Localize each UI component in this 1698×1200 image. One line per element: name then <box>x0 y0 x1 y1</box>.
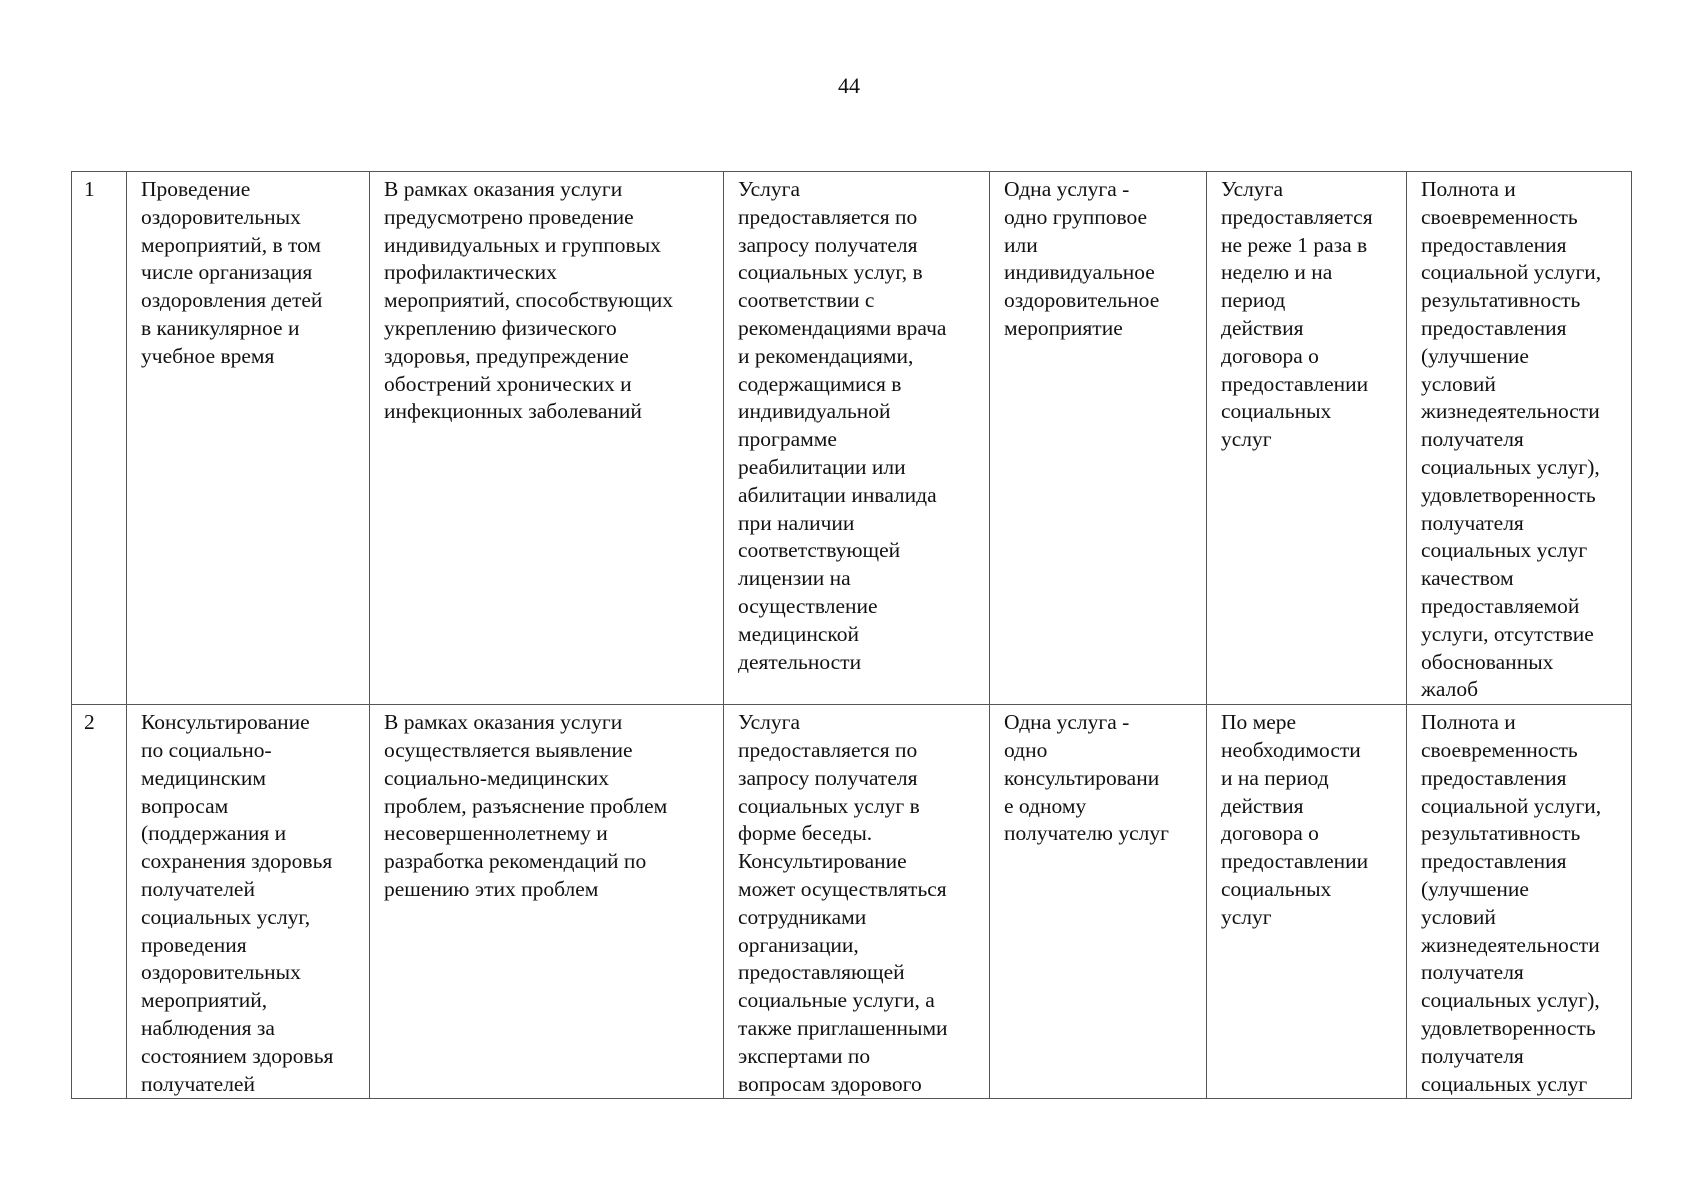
service-conditions-cell: Услуга предоставляется по запросу получателя социальных услуг в форме беседы. Консультирование может осуществляться сотрудниками организации, предоставляющей социальные услуги, а также приглашенными экспертами по вопросам здорового <box>724 705 990 1099</box>
service-description-cell: В рамках оказания услуги предусмотрено проведение индивидуальных и групповых профилактических мероприятий, способствующих укреплению физического здоровья, предупреждение обострений хронических и инфекционных заболеваний <box>370 172 724 705</box>
service-quality-cell: Полнота и своевременность предоставления социальной услуги, результативность предоставления (улучшение условий жизнедеятельности получателя социальных услуг), удовлетворенность получателя социальных услуг качеством предоставляемой услуги, отсутствие обоснованных жалоб <box>1407 172 1632 705</box>
service-frequency-cell: По мере необходимости и на период действия договора о предоставлении социальных услуг <box>1207 705 1407 1099</box>
service-unit-cell: Одна услуга - одно групповое или индивидуальное оздоровительное мероприятие <box>990 172 1207 705</box>
service-quality-cell: Полнота и своевременность предоставления социальной услуги, результативность предоставления (улучшение условий жизнедеятельности получателя социальных услуг), удовлетворенность получателя социальных услуг <box>1407 705 1632 1099</box>
table-row <box>72 172 1632 705</box>
service-frequency-cell: Услуга предоставляется не реже 1 раза в неделю и на период действия договора о предоставлении социальных услуг <box>1207 172 1407 705</box>
table-row <box>72 705 1632 1099</box>
page-number: 44 <box>838 73 860 98</box>
services-table <box>71 171 1632 1099</box>
row-number-cell: 1 <box>72 172 127 705</box>
service-name-cell: Проведение оздоровительных мероприятий, в том числе организация оздоровления детей в каникулярное и учебное время <box>127 172 370 705</box>
row-number-cell: 2 <box>72 705 127 1099</box>
service-unit-cell: Одна услуга - одно консультировани е одному получателю услуг <box>990 705 1207 1099</box>
service-description-cell: В рамках оказания услуги осуществляется выявление социально-медицинских проблем, разъяснение проблем несовершеннолетнему и разработка рекомендаций по решению этих проблем <box>370 705 724 1099</box>
service-name-cell: Консультирование по социально- медицинским вопросам (поддержания и сохранения здоровья получателей социальных услуг, проведения оздоровительных мероприятий, наблюдения за состоянием здоровья получателей <box>127 705 370 1099</box>
service-conditions-cell: Услуга предоставляется по запросу получателя социальных услуг, в соответствии с рекомендациями врача и рекомендациями, содержащимися в индивидуальной программе реабилитации или абилитации инвалида при наличии соответствующей лицензии на осуществление медицинской деятельности <box>724 172 990 705</box>
